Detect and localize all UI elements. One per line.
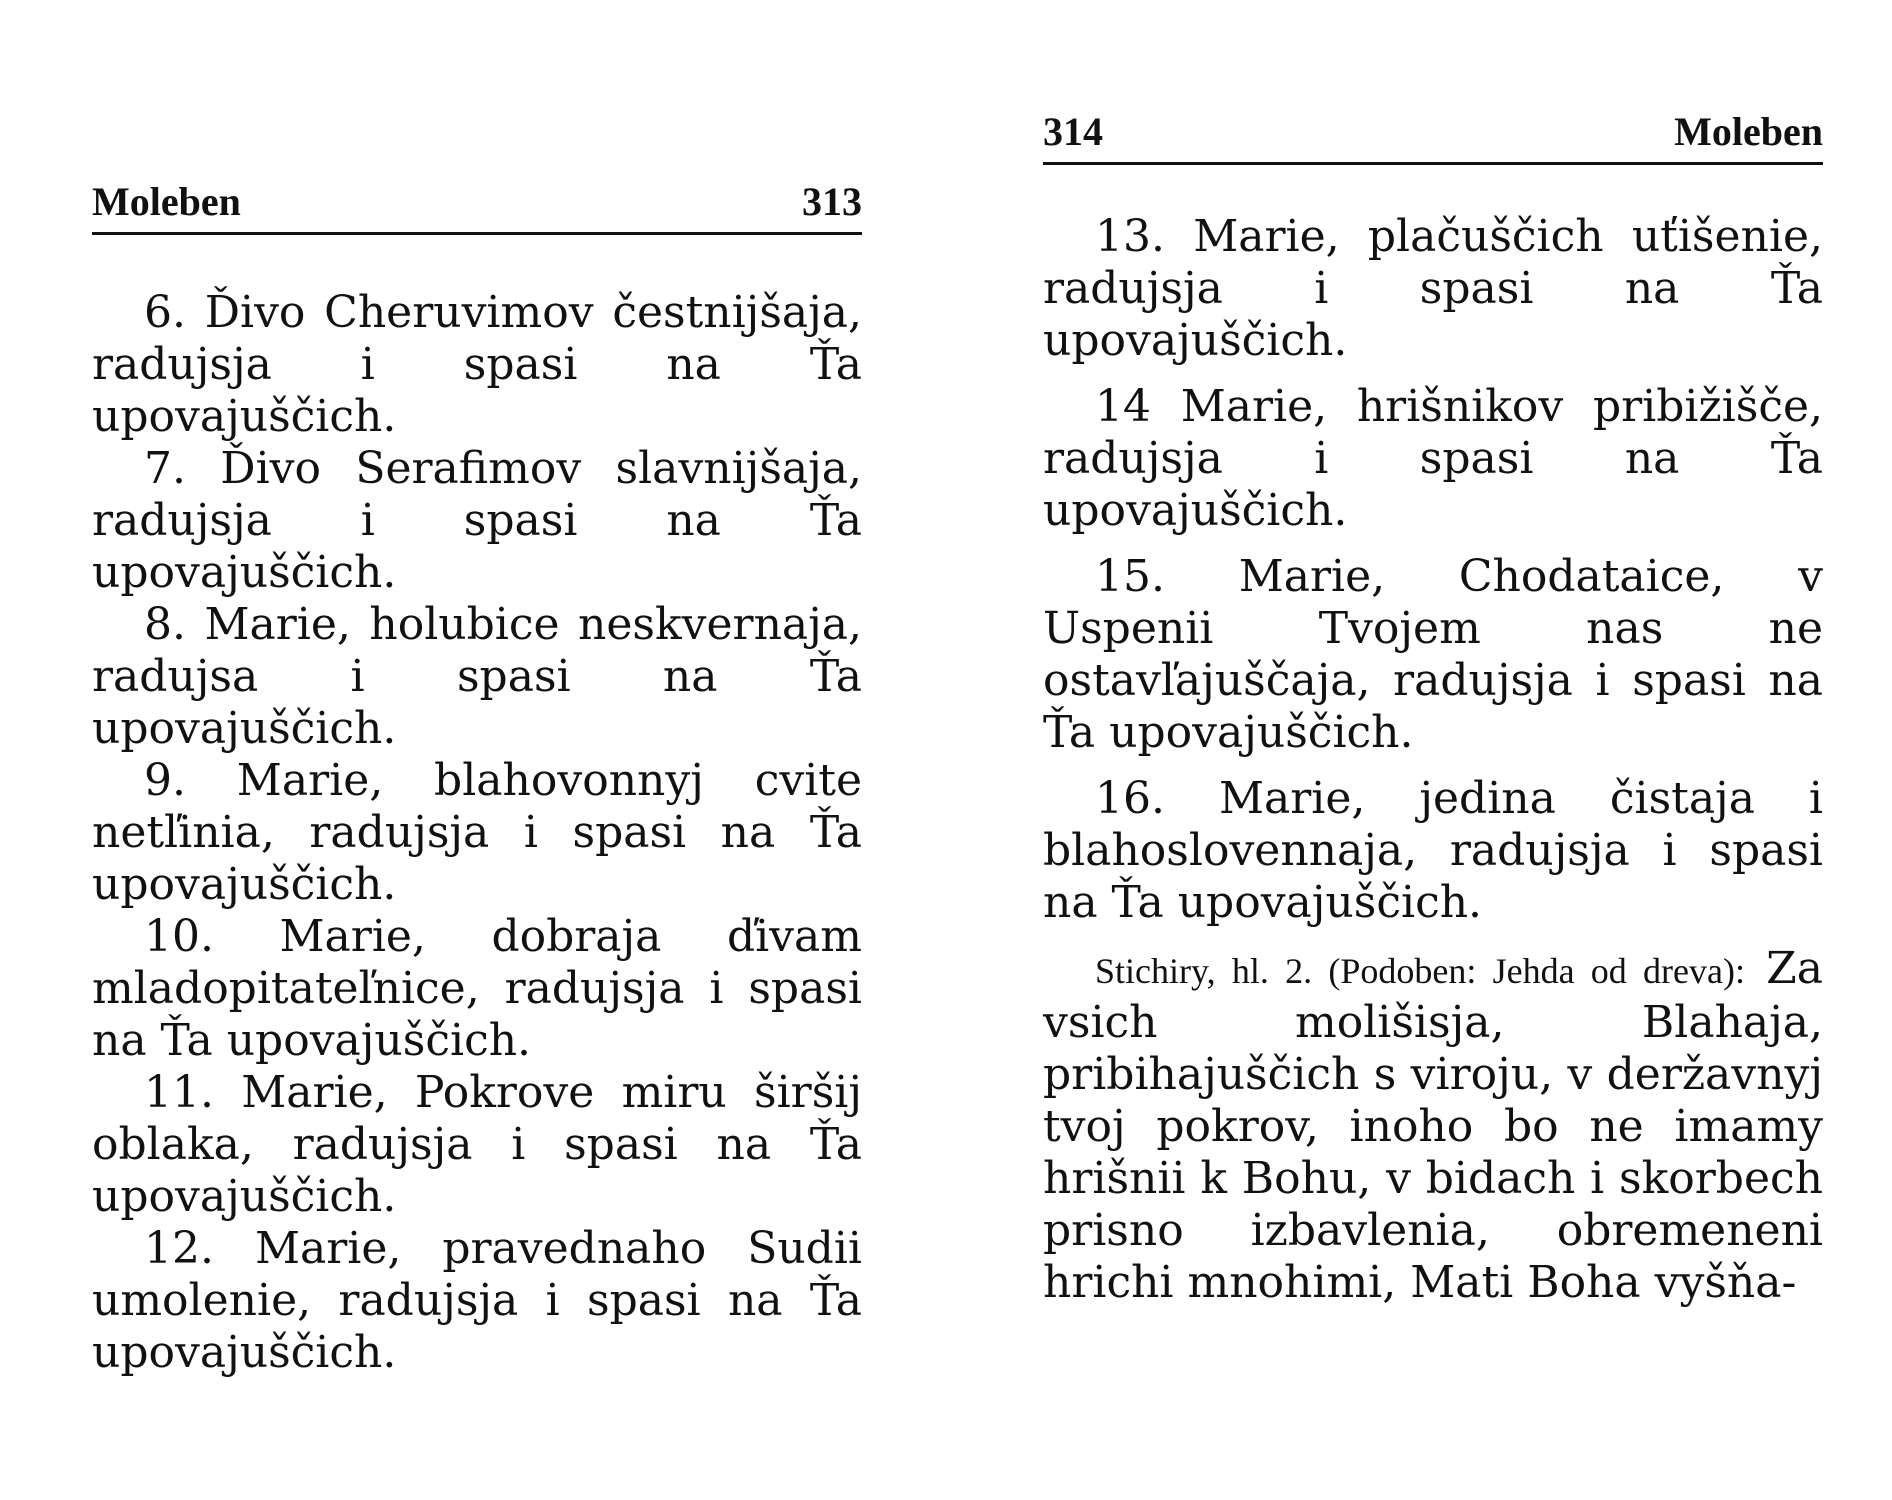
verse-14: 14 Marie, hrišnikov pribižišče, radujsja i spasi na Ťa upovajuščich. [1043,381,1823,536]
verse-15: 15. Marie, Chodataice, v Uspenii Tvojem nas ne ostavľajuščaja, radujsja i spasi na Ťa upovajuščich. [1043,551,1823,758]
verse-10: 10. Marie, dobraja ďivam mladopitateľnice, radujsja i spasi na Ťa upovajuščich. [92,911,862,1066]
right-header-title: Moleben [1674,109,1823,154]
verse-11: 11. Marie, Pokrove miru širšij oblaka, radujsja i spasi na Ťa upovajuščich. [92,1067,862,1222]
left-body-text [92,287,862,1379]
right-page-number: 314 [1043,109,1103,154]
stichiry-text: Za vsich molišisja, Blahaja, pribihajuščich s viroju, v deržavnyj tvoj pokrov, inoho bo ne imamy hrišnii k Bohu, v bidach i skorbech prisno izbavlenia, obremeneni hrichi mnohimi, Mati Boha vyšňa- [1043,943,1823,1308]
left-page-number: 313 [802,179,862,224]
verse-8: 8. Marie, holubice neskvernaja, radujsa i spasi na Ťa upovajuščich. [92,599,862,754]
verse-9: 9. Marie, blahovonnyj cvite netľinia, radujsja i spasi na Ťa upovajuščich. [92,755,862,910]
right-running-head [1043,110,1823,165]
left-header-title: Moleben [92,179,241,224]
verse-12: 12. Marie, pravednaho Sudii umolenie, radujsja i spasi na Ťa upovajuščich. [92,1223,862,1378]
stichiry-lead: Stichiry, hl. 2. (Podoben: Jehda od dreva): [1095,951,1745,991]
stichiry-paragraph [1043,943,1823,1309]
verse-13: 13. Marie, plačuščich uťišenie, radujsja i spasi na Ťa upovajuščich. [1043,211,1823,366]
verse-6: 6. Ďivo Cheruvimov čestnijšaja, radujsja i spasi na Ťa upovajuščich. [92,287,862,442]
left-page [92,180,862,1379]
right-page [1043,110,1823,1309]
left-running-head [92,180,862,235]
verse-16: 16. Marie, jedina čistaja i blahoslovennaja, radujsja i spasi na Ťa upovajuščich. [1043,773,1823,928]
right-body-text [1043,211,1823,1309]
verse-7: 7. Ďivo Serafimov slavnijšaja, radujsja i spasi na Ťa upovajuščich. [92,443,862,598]
